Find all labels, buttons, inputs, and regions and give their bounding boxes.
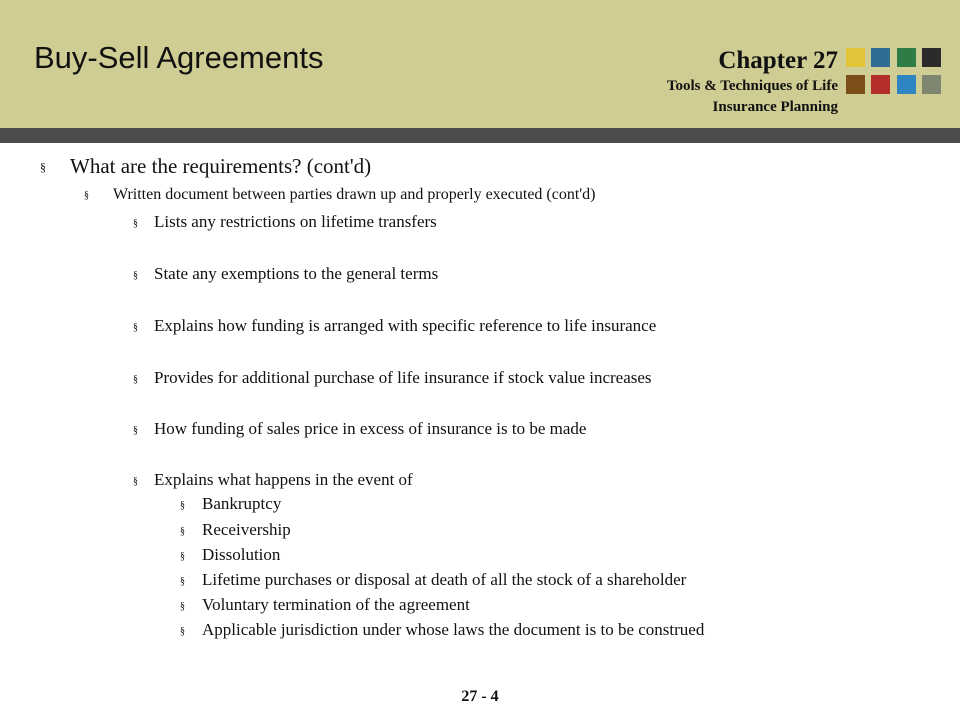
bullet-icon: § bbox=[180, 526, 185, 537]
event-item: Dissolution bbox=[202, 545, 281, 564]
list-item: Explains how funding is arranged with specific reference to life insurance bbox=[154, 316, 657, 335]
bullet-icon: § bbox=[133, 218, 138, 229]
bullet-icon: § bbox=[133, 270, 138, 281]
bullet-icon: § bbox=[133, 425, 138, 436]
chapter-subtitle-line1: Tools & Techniques of Life bbox=[666, 78, 838, 94]
list-item: State any exemptions to the general terms bbox=[154, 264, 439, 283]
list-item: Provides for additional purchase of life insurance if stock value increases bbox=[154, 368, 652, 387]
list-item: How funding of sales price in excess of insurance is to be made bbox=[154, 419, 587, 438]
bullet-icon: § bbox=[180, 551, 185, 562]
bullet-icon: § bbox=[180, 500, 185, 511]
event-item: Voluntary termination of the agreement bbox=[202, 595, 470, 614]
chapter-title: Chapter 27 bbox=[718, 47, 838, 74]
slide-title: Buy-Sell Agreements bbox=[34, 40, 324, 75]
list-item: Explains what happens in the event of bbox=[154, 470, 413, 489]
bullet-icon: § bbox=[40, 160, 46, 174]
bullet-icon: § bbox=[180, 626, 185, 637]
bullet-icon: § bbox=[133, 476, 138, 487]
bullet-icon: § bbox=[133, 322, 138, 333]
event-item: Bankruptcy bbox=[202, 494, 282, 513]
bullet-icon: § bbox=[180, 576, 185, 587]
bullet-icon: § bbox=[84, 190, 89, 201]
event-item: Lifetime purchases or disposal at death of all the stock of a shareholder bbox=[202, 570, 687, 589]
bullet-icon: § bbox=[133, 374, 138, 385]
chapter-subtitle-line2: Insurance Planning bbox=[712, 99, 838, 115]
event-item: Receivership bbox=[202, 520, 291, 539]
bullet-icon: § bbox=[180, 601, 185, 612]
event-item: Applicable jurisdiction under whose laws the document is to be construed bbox=[202, 620, 705, 639]
subheading: Written document between parties drawn up and properly executed (cont'd) bbox=[113, 186, 596, 203]
heading: What are the requirements? (cont'd) bbox=[70, 154, 372, 178]
list-item: Lists any restrictions on lifetime transfers bbox=[154, 212, 437, 231]
page-number: 27 - 4 bbox=[461, 688, 499, 705]
